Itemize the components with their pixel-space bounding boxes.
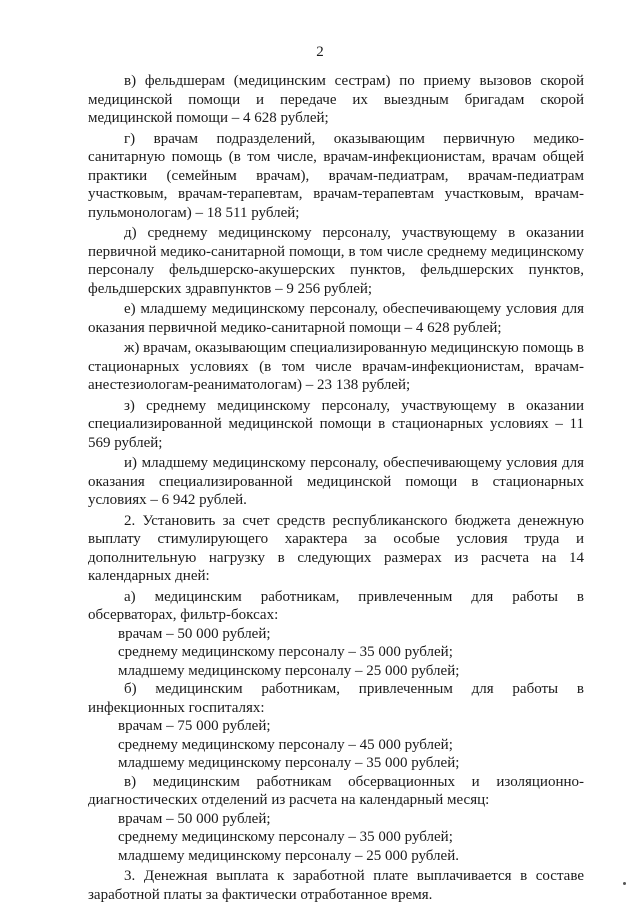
paragraph-i: и) младшему медицинскому персоналу, обеспечивающему условия для оказания специализированной медицинской помощи в стационарных условиях – 6 942 рублей. [88, 455, 584, 508]
amount-line: среднему медицинскому персоналу – 45 000 рублей; [118, 736, 453, 753]
amount-line: среднему медицинскому персоналу – 35 000 рублей; [118, 829, 453, 845]
amount-line: среднему медицинскому персоналу – 35 000 рублей; [118, 644, 453, 660]
document-body [88, 72, 584, 904]
paragraph-z: з) среднему медицинскому персоналу, участвующему в оказании специализированной медицинской помощи в стационарных условиях – 11 569 рублей; [88, 397, 584, 451]
amount-line: врачам – 75 000 рублей; [118, 718, 271, 734]
section-2-b-heading: б) медицинским работникам, привлеченным для работы в инфекционных госпиталях: [88, 681, 584, 716]
amount-line: врачам – 50 000 рублей; [118, 625, 271, 642]
paragraph-zh: ж) врачам, оказывающим специализированную медицинскую помощь в стационарных условиях (в том числе врачам-инфекционистам, врачам-анестезиологам-реаниматологам) – 23 138 рублей; [88, 340, 584, 393]
amount-line: младшему медицинскому персоналу – 25 000 рублей; [118, 662, 460, 679]
paragraph-v: в) фельдшерам (медицинским сестрам) по приему вызовов скорой медицинской помощи и передаче их выездным бригадам скорой медицинской помощи – 4 628 рублей; [88, 73, 584, 126]
amount-line: младшему медицинскому персоналу – 25 000 рублей. [118, 847, 459, 864]
amount-line: младшему медицинскому персоналу – 35 000 рублей; [118, 755, 460, 771]
section-2-intro: 2. Установить за счет средств республиканского бюджета денежную выплату стимулирующего характера за особые условия труда и дополнительную нагрузку в следующих размерах из расчета на 14 календарных дней: [88, 512, 584, 584]
amount-line: врачам – 50 000 рублей; [118, 810, 271, 827]
section-2-a-heading: а) медицинским работникам, привлеченным для работы в обсерваторах, фильтр-боксах: [88, 588, 584, 623]
section-3-text: 3. Денежная выплата к заработной плате выплачивается в составе заработной платы за фактически отработанное время. [88, 868, 584, 903]
scan-speck [623, 882, 626, 885]
section-2-c-heading: в) медицинским работникам обсервационных и изоляционно-диагностических отделений из расчета на календарный месяц: [88, 773, 584, 808]
paragraph-e: е) младшему медицинскому персоналу, обеспечивающему условия для оказания первичной медико-санитарной помощи – 4 628 рублей; [88, 301, 584, 336]
paragraph-g: г) врачам подразделений, оказывающим первичную медико-санитарную помощь (в том числе, врачам-инфекционистам, врачам общей практики (семейным врачам), врачам-педиатрам, врачам-педиатрам участковым, врачам-терапевтам, врачам-терапевтам участковым, врачам-пульмонологам) – 18 511 рублей; [88, 130, 584, 221]
paragraph-d: д) среднему медицинскому персоналу, участвующему в оказании первичной медико-санитарной помощи, в том числе среднему медицинскому персоналу фельдшерско-акушерских пунктов, фельдшерских пунктов, фельдшерских здравпунктов – 9 256 рублей; [88, 225, 584, 297]
page-number: 2 [316, 44, 324, 60]
